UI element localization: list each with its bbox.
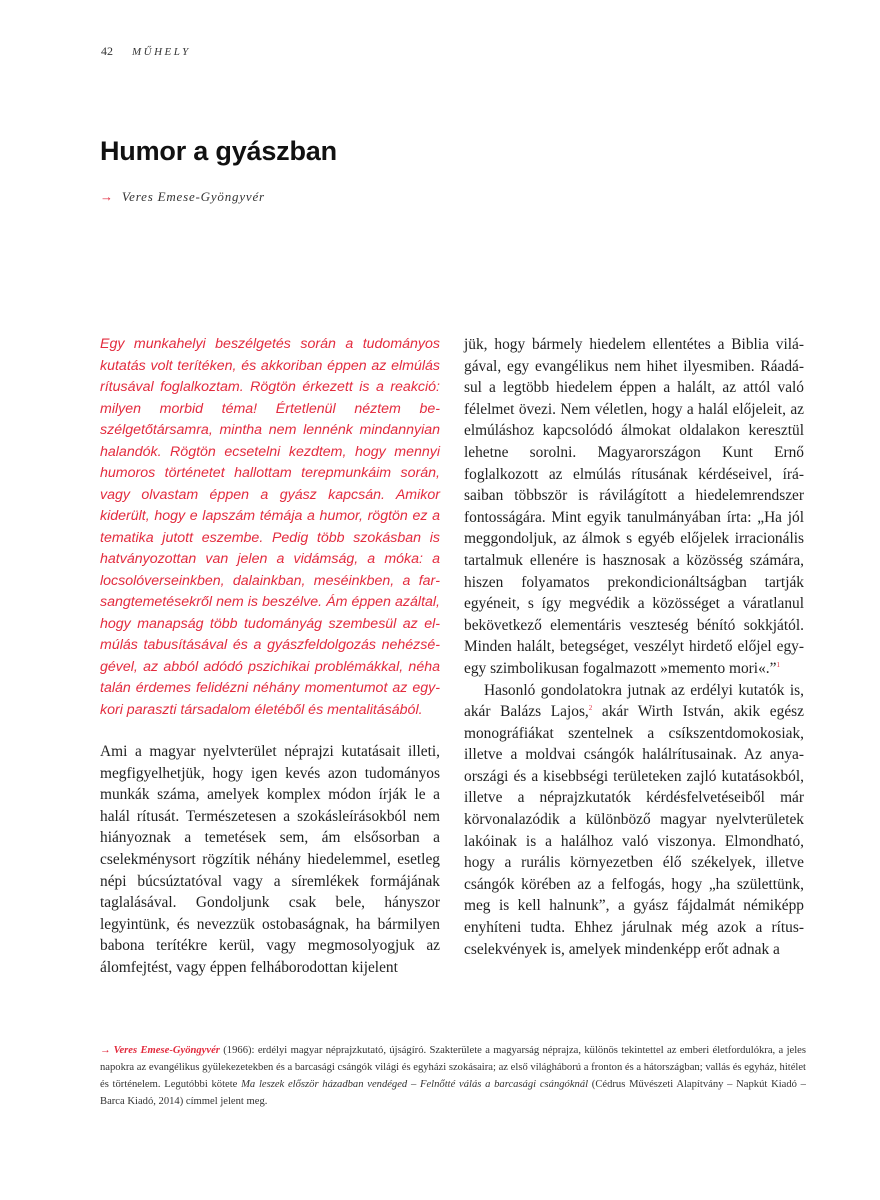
running-head [101,44,191,59]
body-paragraph: Ami a magyar nyelvterület néprajzi kutatásait illeti, megfigyelhetjük, hogy igen kevés azon tudományos munkák száma, amelyek komplex módon írják le a halál rítusát. Természetesen a szokásleírásokból nem hiányoznak a temetések sem, ám elsősorban a cselekménysort rögzítik néhány hiedelemmel, esetleg népi búcsúztatóval vagy a síremlékek formájának taglalásával. Gondoljunk csak bele, hányszor legyintünk, és nevezzük ostobaságnak, ha bármilyen babona terítékre kerül, vagy megmosolyogjuk az álomfejtést, vagy éppen felháborodottan kijelent [100,743,440,976]
article-title: Humor a gyászban [100,136,337,166]
section-name: MŰHELY [132,46,191,58]
right-column [464,334,804,960]
body-paragraph [464,680,804,961]
book-title: Ma leszek először házadban vendéged – Felnőtté válás a barcasági csángóknál [241,1079,589,1090]
paragraph-text: jük, hogy bármely hiedelem ellentétes a Biblia világával, egy evangélikus nem hihet ilyesmiben. Ráadásul a legtöbb hiedelem éppen a halált, az attól való félelmet övezi. Nem véletlen, hogy a halál előjeleit, az elmúláshoz kapcsolódó álmokat oldalakon keresztül lehetne sorolni. Magyarországon Kunt Ernő foglalkozott az elmúlás rítusának kérdéseivel, írásaiban többször is rávilágított a hiedelemrendszer fontosságára. Mint egyik tanulmányában írta: „Ha jól meggondoljuk, az álmok s egyéb előjelek irracionális tartalmuk ellenére is hasznosak a közösség számára, hiszen folyamatos prekondicionáltságban tartják egyéneit, s így megvédik a közösséget a váratlanul bekövetkező elementáris veszteség bénító sokkjától. Minden halált, betegséget, veszélyt hirdető előjel egy-egy szimbolikusan fogalmazott »memento mori«.” [464,336,804,677]
arrow-icon: → [100,189,114,204]
footnote-ref[interactable]: 1 [776,660,780,669]
footnote-author: Veres Emese-Gyöngyvér [113,1045,220,1056]
arrow-icon: → [100,1045,111,1056]
body-paragraph-continued [464,334,804,680]
author-footnote [100,1042,806,1110]
paragraph-text: akár Wirth István, akik egész monográfiákat szentelnek a csíkszentdomokosiak, illetve a moldvai csángók halálrítusainak. Az anyaországi és a kisebbségi területeken zajló kutatásokból, illetve a néprajzkutatók kérdésfelvetéseiből már körvonalazódik a különböző magyar nyelvterületek lakóinak is a halálhoz való viszonya. Elmondható, hogy a rurális környezetben élő székelyek, illetve csángók körében az a felfogás, hogy „ha születtünk, meg is kell halnunk”, a gyász fájdalmát némiképp enyhíteni tudta. Ehhez járulnak még azok a rítuscselekvények is, amelyek mindenképp erőt adnak a [464,703,804,958]
paragraph-text: Hasonló gondolatokra jutnak az erdélyi kutatók is, akár Balázs Lajos, [464,681,804,721]
author-name: Veres Emese-Gyöngyvér [121,189,265,204]
byline [100,189,265,205]
footnote-text: (1966): erdélyi magyar néprajzkutató, újságíró. Szakterülete a magyarság néprajza, különös tekintettel az emberi életfordulókra, a jeles napokra az evangélikus gyülekezetekben és a barcasági csángók világi és egyházi szokásaira; az első világháború a fronton és a hátországban; vallás és egyház, hitélet és történelem. Legutóbbi kötete [100,1045,806,1090]
left-column [100,334,440,979]
footnote-text: (Cédrus Művészeti Alapítvány – Napkút Kiadó – Barca Kiadó, 2014) címmel jelent meg. [100,1079,806,1107]
lead-paragraph: Egy munkahelyi beszélgetés során a tudományos kutatás volt terítéken, és akkoriban éppen az elmúlás rítusával foglalkoztam. Rögtön érkezett is a reakció: milyen morbid téma! Értetlenül néztem beszélgetőtársamra, mintha nem lennénk mindannyian halandók. Rögtön ecsetelni kezdtem, hogy mennyi humoros történetet hallottam terepmunkáim során, vagy olvastam éppen a gyász kapcsán. Amikor kiderült, hogy e lapszám témája a humor, rögtön ez a tematika jutott eszembe. Pedig több szokásban is hatványozottan van jelen a vidámság, a móka: a locsolóverseinkben, dalainkban, meséinkben, a farsangtemetésekről nem is beszélve. Ám éppen azáltal, hogy manapság több tudományág szembesül az elmúlás tabusításával és a gyászfeldolgozás nehézségével, az abból adódó pszichikai problémákkal, néha talán érdemes felidézni néhány momentumot az egykori paraszti társadalom életéből és mentalitásából. [100,336,440,718]
page-number: 42 [101,44,113,58]
footnote-ref[interactable]: 2 [588,703,593,712]
